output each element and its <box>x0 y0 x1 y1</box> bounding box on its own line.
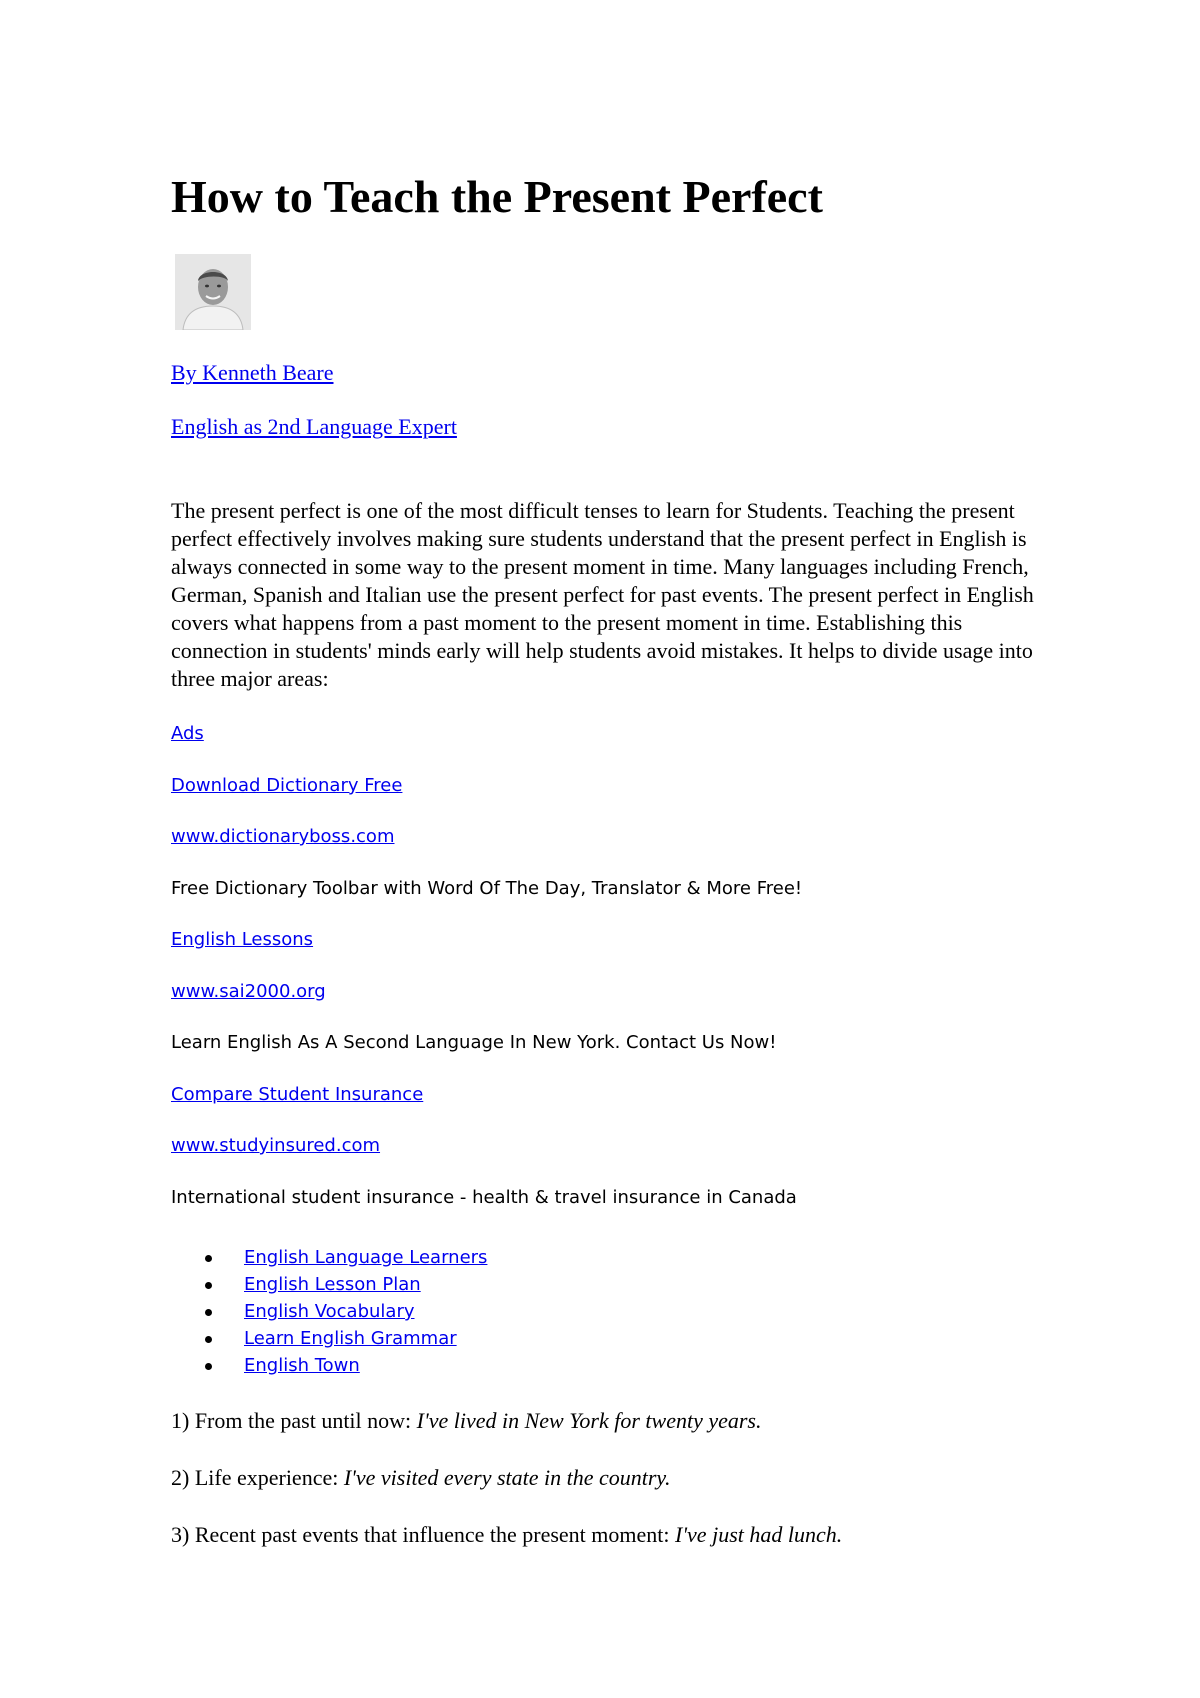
bullet-icon <box>205 1336 212 1343</box>
author-photo <box>175 254 251 330</box>
ads-heading-link[interactable]: Ads <box>171 723 204 744</box>
article-title: How to Teach the Present Perfect <box>171 171 823 222</box>
related-links-list <box>171 1246 487 1381</box>
author-role-link[interactable]: English as 2nd Language Expert <box>171 414 457 439</box>
ad-url-link[interactable]: www.dictionaryboss.com <box>171 826 395 847</box>
related-link-learn-english-grammar[interactable]: Learn English Grammar <box>244 1328 457 1349</box>
usage-area-item <box>171 1408 1121 1465</box>
bullet-icon <box>205 1309 212 1316</box>
usage-area-label: 3) Recent past events that influence the present moment: <box>171 1522 676 1547</box>
ad-description: International student insurance - health & travel insurance in Canada <box>171 1186 797 1208</box>
ad-url-link[interactable]: www.sai2000.org <box>171 980 326 1002</box>
related-link-english-language-learners[interactable]: English Language Learners <box>244 1247 488 1268</box>
list-item <box>171 1354 487 1381</box>
usage-area-example: I've lived in New York for twenty years. <box>416 1408 762 1433</box>
usage-area-item <box>171 1465 1121 1522</box>
list-item <box>171 1327 487 1354</box>
author-role <box>171 414 457 440</box>
ad-url-link[interactable]: www.studyinsured.com <box>171 1135 381 1156</box>
ad-title-link[interactable]: English Lessons <box>171 929 314 950</box>
usage-area-item <box>171 1522 1121 1579</box>
usage-area-example: I've visited every state in the country. <box>343 1465 671 1490</box>
author-link[interactable]: By Kenneth Beare <box>171 360 334 385</box>
usage-areas <box>171 1408 1121 1579</box>
usage-area-label: 2) Life experience: <box>171 1465 344 1490</box>
author-photo-image <box>175 254 251 330</box>
related-link-english-town[interactable]: English Town <box>244 1355 360 1376</box>
related-link-english-lesson-plan[interactable]: English Lesson Plan <box>244 1274 421 1295</box>
bullet-icon <box>205 1282 212 1289</box>
list-item <box>171 1273 487 1300</box>
related-link-english-vocabulary[interactable]: English Vocabulary <box>244 1301 415 1322</box>
list-item <box>171 1300 487 1327</box>
author-byline <box>171 360 334 386</box>
bullet-icon <box>205 1255 212 1262</box>
bullet-icon <box>205 1363 212 1370</box>
ad-title-link[interactable]: Compare Student Insurance <box>171 1083 424 1105</box>
list-item <box>171 1246 487 1273</box>
usage-area-example: I've just had lunch. <box>675 1522 843 1547</box>
usage-area-label: 1) From the past until now: <box>171 1408 417 1433</box>
ads-section <box>171 723 1071 1238</box>
intro-paragraph: The present perfect is one of the most difficult tenses to learn for Students. Teaching the present perfect effectively involves making sure students understand that the present perfect in English is always connected in some way to the present moment in time. Many languages including French, German, Spanish and Italian use the present perfect for past events. The present perfect in English covers what happens from a past moment to the present moment in time. Establishing this connection in students' minds early will help students avoid mistakes. It helps to divide usage into three major areas: <box>171 498 1034 691</box>
ad-description: Learn English As A Second Language In New York. Contact Us Now! <box>171 1032 777 1053</box>
ad-title-link[interactable]: Download Dictionary Free <box>171 774 403 796</box>
ad-description: Free Dictionary Toolbar with Word Of The Day, Translator & More Free! <box>171 877 803 899</box>
